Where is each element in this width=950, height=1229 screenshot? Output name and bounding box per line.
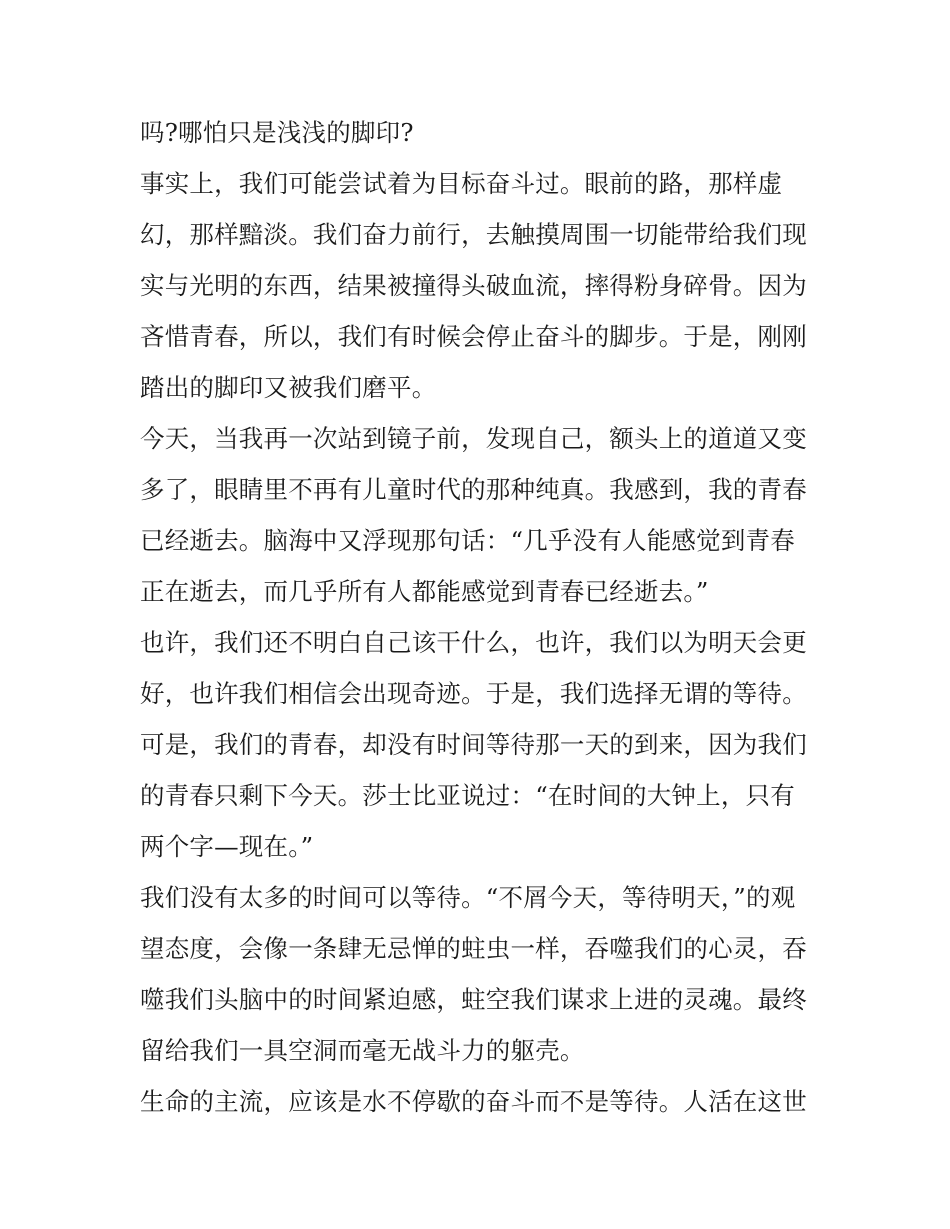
text-line-2: 事实上，我们可能尝试着为目标奋斗过。眼前的路，那样虚 (140, 169, 783, 198)
text-line-6: 踏出的脚印又被我们磨平。 (140, 373, 437, 402)
text-line-9: 已经逝去。脑海中又浮现那句话：“几乎没有人能感觉到青春 (140, 526, 795, 555)
text-line-8: 多了，眼睛里不再有儿童时代的那种纯真。我感到，我的青春 (140, 475, 807, 504)
text-line-1: 吗?哪怕只是浅浅的脚印? (140, 118, 414, 147)
text-line-19: 留给我们一具空洞而毫无战斗力的躯壳。 (140, 1036, 585, 1065)
text-line-7: 今天，当我再一次站到镜子前，发现自己，额头上的道道又变 (140, 424, 807, 453)
text-line-16: 我们没有太多的时间可以等待。“不屑今天，等待明天，”的观 (140, 883, 796, 912)
text-line-5: 吝惜青春，所以，我们有时候会停止奋斗的脚步。于是，刚刚 (140, 322, 807, 351)
text-line-14: 的青春只剩下今天。莎士比亚说过：“在时间的大钟上，只有 (140, 781, 795, 810)
text-line-3: 幻，那样黯淡。我们奋力前行，去触摸周围一切能带给我们现 (140, 220, 807, 249)
essay-text (140, 107, 820, 1127)
text-line-4: 实与光明的东西，结果被撞得头破血流，摔得粉身碎骨。因为 (140, 271, 807, 300)
text-line-20: 生命的主流，应该是水不停歇的奋斗而不是等待。人活在这世 (140, 1087, 807, 1116)
text-line-13: 可是，我们的青春，却没有时间等待那一天的到来，因为我们 (140, 730, 807, 759)
text-line-18: 噬我们头脑中的时间紧迫感，蛀空我们谋求上进的灵魂。最终 (140, 985, 807, 1014)
text-line-12: 好，也许我们相信会出现奇迹。于是，我们选择无谓的等待。 (140, 679, 807, 708)
text-line-17: 望态度，会像一条肆无忌惮的蛀虫一样，吞噬我们的心灵，吞 (140, 934, 807, 963)
text-line-15: 两个字—现在。” (140, 832, 314, 861)
text-line-10: 正在逝去，而几乎所有人都能感觉到青春已经逝去。” (140, 577, 709, 606)
text-line-11: 也许，我们还不明白自己该干什么，也许，我们以为明天会更 (140, 628, 807, 657)
